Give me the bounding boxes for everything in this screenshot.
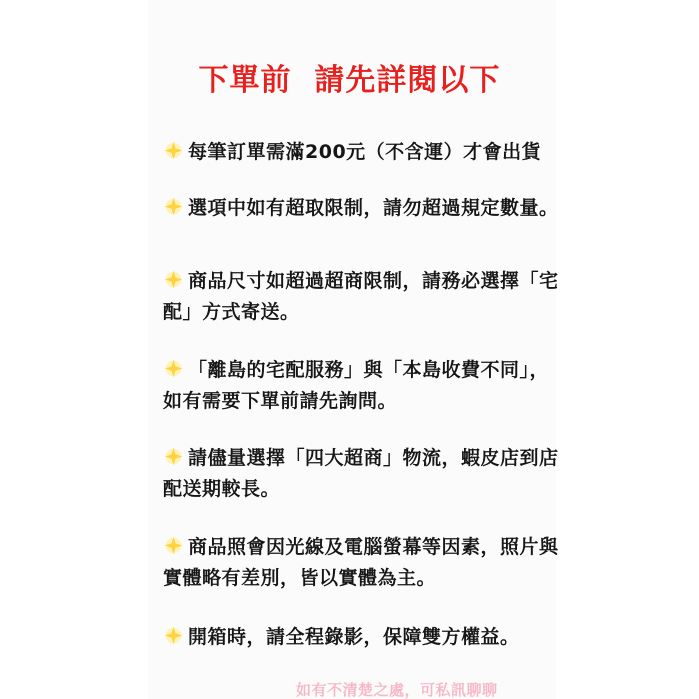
sparkle-star-icon	[163, 625, 184, 646]
notice-text: 商品尺寸如超過超商限制，請務必選擇「宅配」方式寄送。	[163, 270, 559, 323]
sparkle-star-icon	[163, 196, 184, 217]
notice-item-6	[163, 532, 563, 594]
notice-item-1	[163, 137, 563, 168]
notice-item-4	[163, 355, 563, 417]
sparkle-star-icon	[163, 269, 184, 290]
notice-card	[148, 0, 556, 699]
notice-text: 請儘量選擇「四大超商」物流，蝦皮店到店配送期較長。	[163, 447, 559, 500]
notice-text: 開箱時，請全程錄影，保障雙方權益。	[188, 626, 520, 648]
notice-text: 商品照會因光線及電腦螢幕等因素，照片與實體略有差別，皆以實體為主。	[163, 536, 559, 589]
notice-item-3	[163, 266, 563, 328]
notice-text: 「離島的宅配服務」與「本島收費不同」，如有需要下單前請先詢問。	[163, 359, 550, 412]
sparkle-star-icon	[163, 140, 184, 161]
sparkle-star-icon	[163, 358, 184, 379]
notice-item-7	[163, 622, 563, 653]
notice-text: 每筆訂單需滿200元（不含運）才會出貨	[188, 141, 542, 163]
sparkle-star-icon	[163, 446, 184, 467]
footer-note: 如有不清楚之處，可私訊聊聊	[296, 681, 498, 699]
notice-text: 選項中如有超取限制，請勿超過規定數量。	[188, 197, 559, 219]
page-title: 下單前 請先詳閱以下	[198, 63, 501, 98]
notice-item-2	[163, 193, 563, 224]
notice-item-5	[163, 443, 563, 505]
sparkle-star-icon	[163, 535, 184, 556]
